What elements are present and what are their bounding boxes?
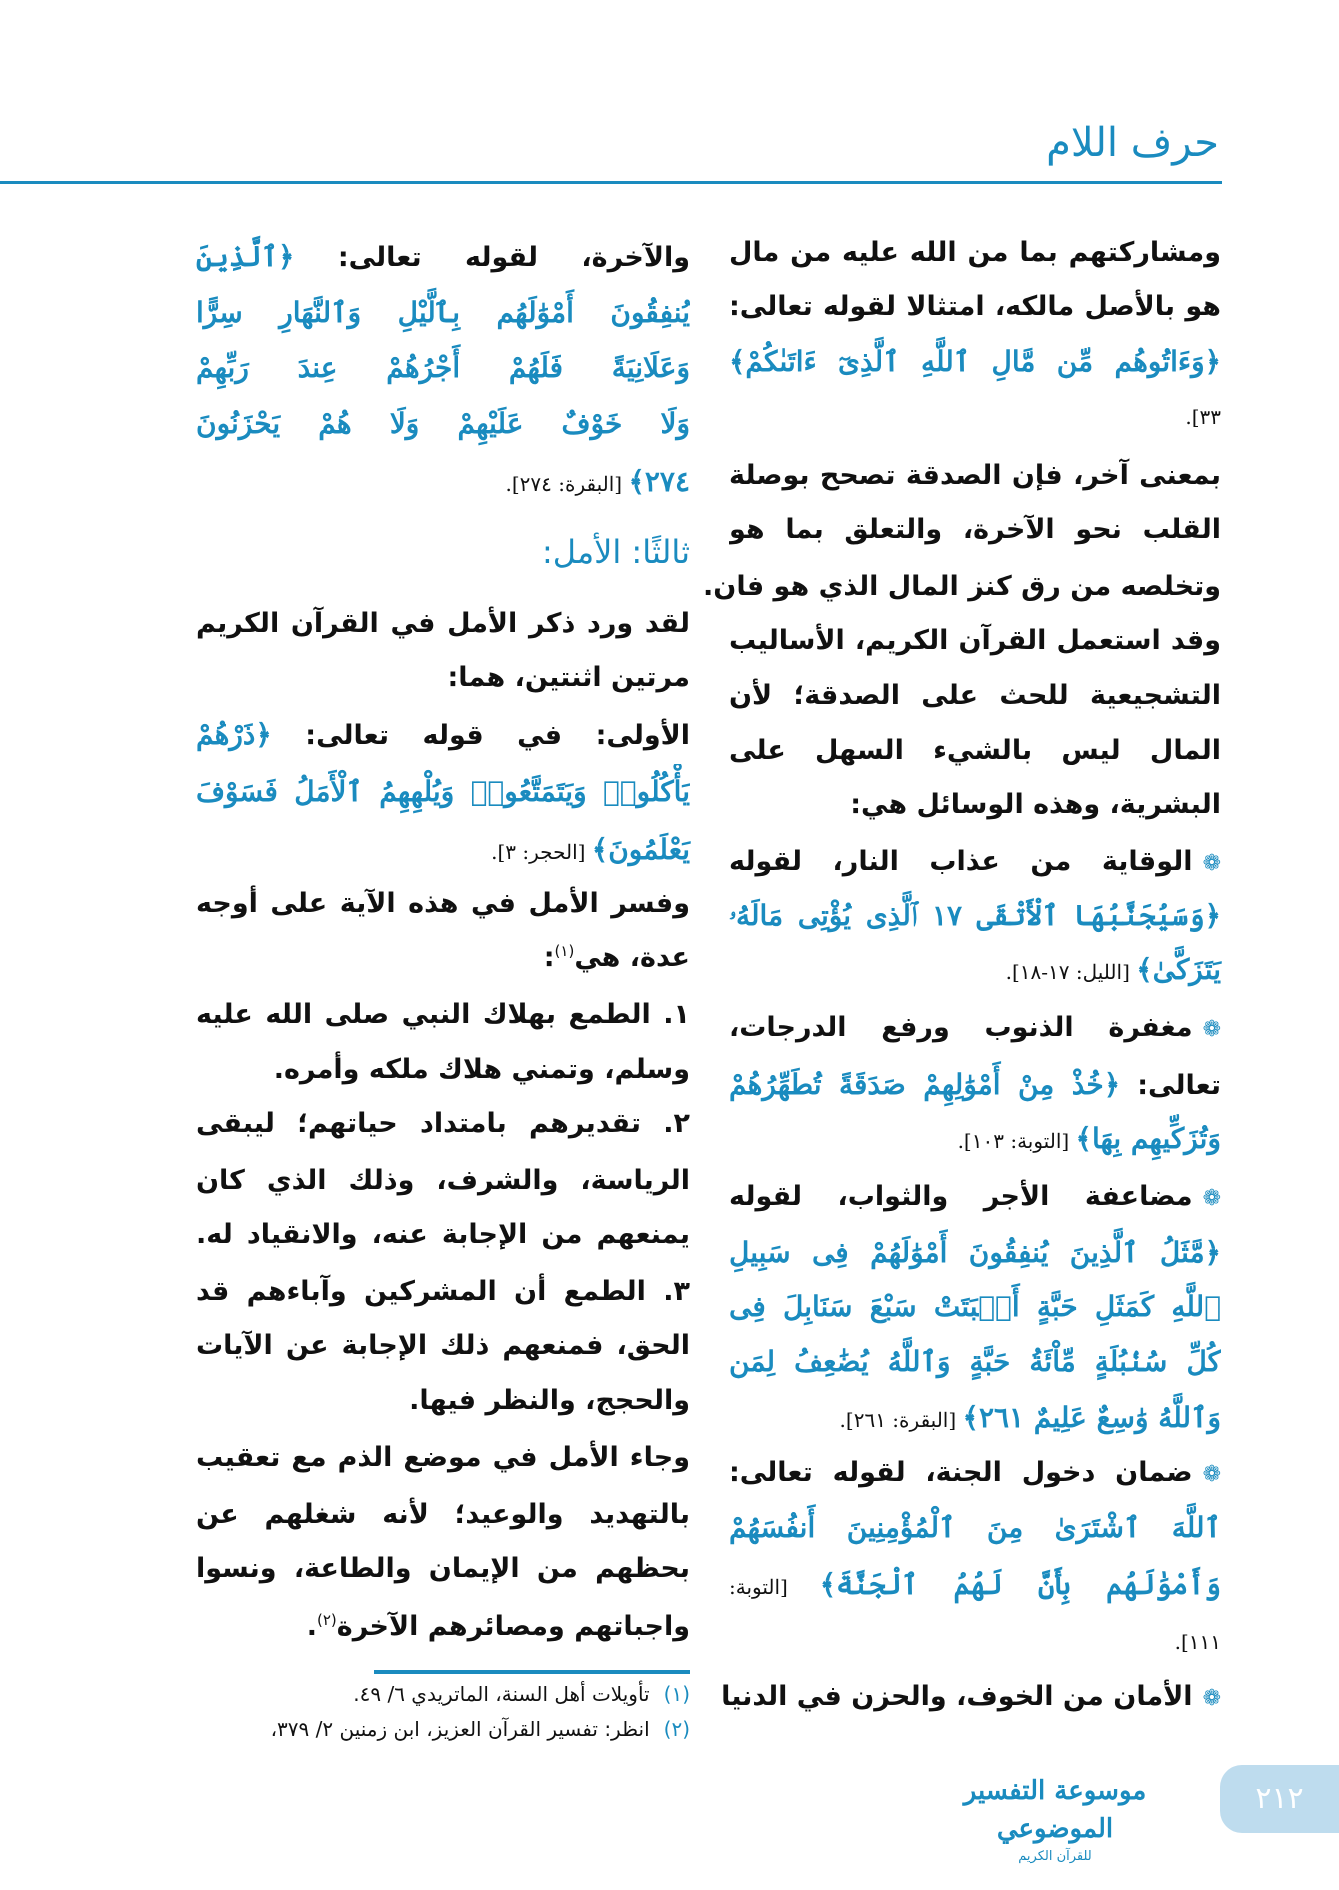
text-line (729, 1500, 1221, 1556)
text-line (196, 930, 690, 986)
text-line (196, 1153, 690, 1209)
body-text: ٢. تقديرهم بامتداد حياتهم؛ ليبقى (196, 1108, 690, 1140)
footnote-text: انظر: تفسير القرآن العزيز، ابن زمنين ٢/ ٣٧٩، (270, 1717, 650, 1741)
text-line (729, 668, 1221, 724)
body-text: وفسر الأمل في هذه الآية على أوجه (196, 887, 690, 919)
text-line (196, 1541, 690, 1597)
verse-reference: [البقرة: ٢٦١]. (839, 1408, 963, 1433)
quran-verse: وَعَلَانِيَةً فَلَهُمْ أَجْرُهُمْ عِندَ رَبِّهِمْ (196, 350, 690, 384)
text-line (729, 1169, 1221, 1225)
text-line (196, 454, 690, 510)
footnote-marker: (٢) (317, 1610, 337, 1629)
quran-verse: ﴿مَّثَلُ ٱلَّذِينَ يُنفِقُونَ أَمْوَٰلَهُمْ فِى سَبِيلِ (729, 1236, 1221, 1270)
quran-verse: يَتَزَكَّىٰ﴾ (1136, 953, 1221, 987)
quran-verse: ٱللَّهِ كَمَثَلِ حَبَّةٍ أَنۢبَتَتْ سَبْعَ سَنَابِلَ فِى (729, 1290, 1221, 1324)
text-line (196, 1487, 690, 1543)
body-text: البشرية، وهذه الوسائل هي: (850, 788, 1221, 820)
quran-verse: وَٱللَّهُ وَٰسِعٌ عَلِيمٌ ٢٦١﴾ (962, 1401, 1221, 1435)
body-text: بحظهم من الإيمان والطاعة، ونسوا (196, 1552, 690, 1584)
quran-verse: يَعْلَمُونَ﴾ (591, 832, 690, 866)
quran-verse: وَأَمْوَٰلَهُم بِأَنَّ لَهُمُ ٱلْجَنَّةَ﴾ (819, 1567, 1221, 1601)
bullet-flower-icon: ❁ (1202, 1016, 1221, 1042)
text-line (196, 229, 690, 285)
text-line (729, 1613, 1221, 1669)
quran-verse: ﴿ٱلَّذِينَ (196, 239, 295, 273)
body-text: ومشاركتهم بما من الله عليه من مال (729, 237, 1221, 269)
text-line (196, 650, 690, 706)
text-line (729, 942, 1221, 998)
bullet-flower-icon: ❁ (1202, 1461, 1221, 1487)
logo-subtitle: للقرآن الكريم (1018, 1849, 1092, 1864)
text-line (729, 1111, 1221, 1167)
footnote-2 (271, 1717, 690, 1741)
verse-reference: [الليل: ١٧-١٨]. (1005, 960, 1137, 985)
body-text: يمنعهم من الإجابة عنه، والانقياد له. (196, 1219, 690, 1251)
text-line (196, 764, 690, 820)
text-line (729, 1225, 1221, 1281)
body-text: تعالى: (1120, 1069, 1221, 1101)
quran-verse: يُنفِقُونَ أَمْوَٰلَهُم بِٱلَّيْلِ وَٱلنَّهَارِ سِرًّا (196, 296, 690, 330)
text-line (196, 1264, 690, 1320)
quran-verse: وَلَا خَوْفٌ عَلَيْهِمْ وَلَا هُمْ يَحْزَنُونَ (196, 407, 690, 441)
body-text: بالتهديد والوعيد؛ لأنه شغلهم عن (196, 1498, 690, 1530)
quran-verse: ﴿وَسَيُجَنَّبُهَا ٱلْأَتْقَى ١٧ ٱلَّذِى يُؤْتِى مَالَهُۥ (729, 898, 1221, 932)
body-text: مرتين اثنتين، هما: (447, 662, 690, 694)
quran-verse: ﴿وَءَاتُوهُم مِّن مَّالِ ٱللَّهِ ٱلَّذِىٓ ءَاتَىٰكُمْ﴾ (729, 344, 1221, 378)
quran-verse: يَأْكُلُوا۟ وَيَتَمَتَّعُوا۟ وَيُلْهِهِمُ ٱلْأَمَلُ فَسَوْفَ (196, 774, 690, 808)
text-line (196, 1430, 690, 1486)
encyclopedia-logo (935, 1772, 1175, 1864)
text-line (196, 987, 690, 1043)
header-divider (0, 181, 1222, 184)
body-text: ٣. الطمع أن المشركين وآباءهم قد (196, 1275, 690, 1307)
text-line (703, 559, 1221, 615)
footnote-marker: (١) (554, 941, 575, 960)
text-line (729, 225, 1221, 281)
body-text: مغفرة الذنوب ورفع الدرجات، (729, 1011, 1193, 1043)
quran-verse: ﴿ذَرْهُمْ (196, 718, 272, 752)
text-line (196, 876, 690, 932)
text-line (196, 1096, 690, 1152)
quran-verse: وَتُزَكِّيهِم بِهَا﴾ (1075, 1121, 1221, 1155)
verse-reference: [الحجر: ٣]. (491, 839, 592, 864)
body-text: واجباتهم ومصائرهم الآخرة (336, 1610, 690, 1642)
body-text: المال ليس بالشيء السهل على (729, 734, 1221, 766)
body-text: عدة، هي (574, 941, 690, 973)
body-text: القلب نحو الآخرة، والتعلق بما هو (729, 514, 1221, 546)
body-text: بمعنى آخر، فإن الصدقة تصحح بوصلة (729, 459, 1221, 491)
footnote-number: (٢) (663, 1717, 690, 1741)
body-text: الحق، فمنعهم ذلك الإجابة عن الآيات (196, 1329, 690, 1361)
text-line (729, 1334, 1221, 1390)
body-text: وجاء الأمل في موضع الذم مع تعقيب (196, 1442, 690, 1474)
body-text: الوقاية من عذاب النار، لقوله (729, 845, 1193, 877)
text-line (729, 1000, 1221, 1056)
page-number: ٢١٢ (1220, 1765, 1339, 1833)
body-text: ضمان دخول الجنة، لقوله تعالى: (729, 1456, 1193, 1488)
quran-verse: كُلِّ سُنۢبُلَةٍ مِّاْئَةُ حَبَّةٍ وَٱللَّهُ يُضَٰعِفُ لِمَن (729, 1344, 1221, 1378)
body-text: الأولى: في قوله تعالى: (271, 720, 690, 752)
text-line (721, 1669, 1221, 1725)
text-line (196, 1599, 690, 1655)
verse-reference: ٣٣]. (1185, 404, 1221, 429)
text-line (729, 502, 1221, 558)
text-line (196, 1207, 690, 1263)
text-line (196, 524, 690, 580)
text-line (196, 1373, 690, 1429)
body-text: : (543, 941, 555, 973)
text-line (729, 723, 1221, 779)
body-text: الأمان من الخوف، والحزن في الدنيا (721, 1680, 1193, 1712)
footnote-divider (374, 1670, 690, 1674)
verse-reference: ١١١]. (1174, 1630, 1221, 1655)
text-line (196, 822, 690, 878)
bullet-flower-icon: ❁ (1202, 1685, 1221, 1711)
bullet-flower-icon: ❁ (1202, 1185, 1221, 1211)
text-line (729, 279, 1221, 335)
body-text: مضاعفة الأجر والثواب، لقوله (729, 1180, 1193, 1212)
text-line (729, 613, 1221, 669)
quran-verse: ٱللَّهَ ٱشْتَرَىٰ مِنَ ٱلْمُؤْمِنِينَ أَنفُسَهُمْ (729, 1510, 1221, 1544)
body-text: . (306, 1610, 317, 1642)
verse-reference: [التوبة: (729, 1574, 820, 1599)
body-text: وتخلصه من رق كنز المال الذي هو فان. (703, 570, 1221, 602)
text-line (729, 1279, 1221, 1335)
body-text: ١. الطمع بهلاك النبي صلى الله عليه (196, 998, 690, 1030)
text-line (196, 707, 690, 763)
text-line (729, 777, 1221, 833)
text-line (196, 396, 690, 452)
body-text: وسلم، وتمني هلاك ملكه وأمره. (273, 1054, 690, 1086)
body-text: هو بالأصل مالكه، امتثالا لقوله تعالى: (729, 291, 1221, 323)
body-text: والآخرة، لقوله تعالى: (294, 241, 690, 273)
quran-verse: ﴿خُذْ مِنْ أَمْوَٰلِهِمْ صَدَقَةً تُطَهِّرُهُمْ (729, 1067, 1121, 1101)
quran-verse: ٢٧٤﴾ (628, 465, 690, 498)
footnote-1 (353, 1682, 690, 1706)
body-text: التشجيعية للحث على الصدقة؛ لأن (729, 680, 1221, 712)
footnote-text: تأويلات أهل السنة، الماتريدي ٦/ ٤٩. (353, 1682, 650, 1706)
logo-title: موسوعة التفسير الموضوعي (963, 1776, 1147, 1844)
text-line (196, 1042, 690, 1098)
text-line (729, 1445, 1221, 1501)
verse-reference: [التوبة: ١٠٣]. (957, 1128, 1076, 1153)
body-text: وقد استعمل القرآن الكريم، الأساليب (729, 625, 1221, 657)
text-line (196, 340, 690, 396)
text-line (729, 834, 1221, 890)
text-line (729, 448, 1221, 504)
footnote-number: (١) (663, 1682, 690, 1706)
text-line (196, 596, 690, 652)
body-text: والحجج، والنظر فيها. (409, 1385, 690, 1417)
text-line (729, 1390, 1221, 1446)
text-line (729, 1557, 1221, 1613)
body-text: الرياسة، والشرف، وذلك الذي كان (196, 1164, 690, 1196)
text-line (729, 1057, 1221, 1113)
text-line (729, 888, 1221, 944)
text-line (196, 285, 690, 341)
section-heading: ثالثًا: الأمل: (541, 532, 690, 571)
verse-reference: [البقرة: ٢٧٤]. (505, 472, 629, 496)
text-line (196, 1318, 690, 1374)
body-text: لقد ورد ذكر الأمل في القرآن الكريم (196, 608, 690, 640)
text-line (729, 388, 1221, 444)
chapter-title: حرف اللام (1046, 120, 1219, 166)
text-line (729, 334, 1221, 390)
bullet-flower-icon: ❁ (1202, 850, 1221, 876)
